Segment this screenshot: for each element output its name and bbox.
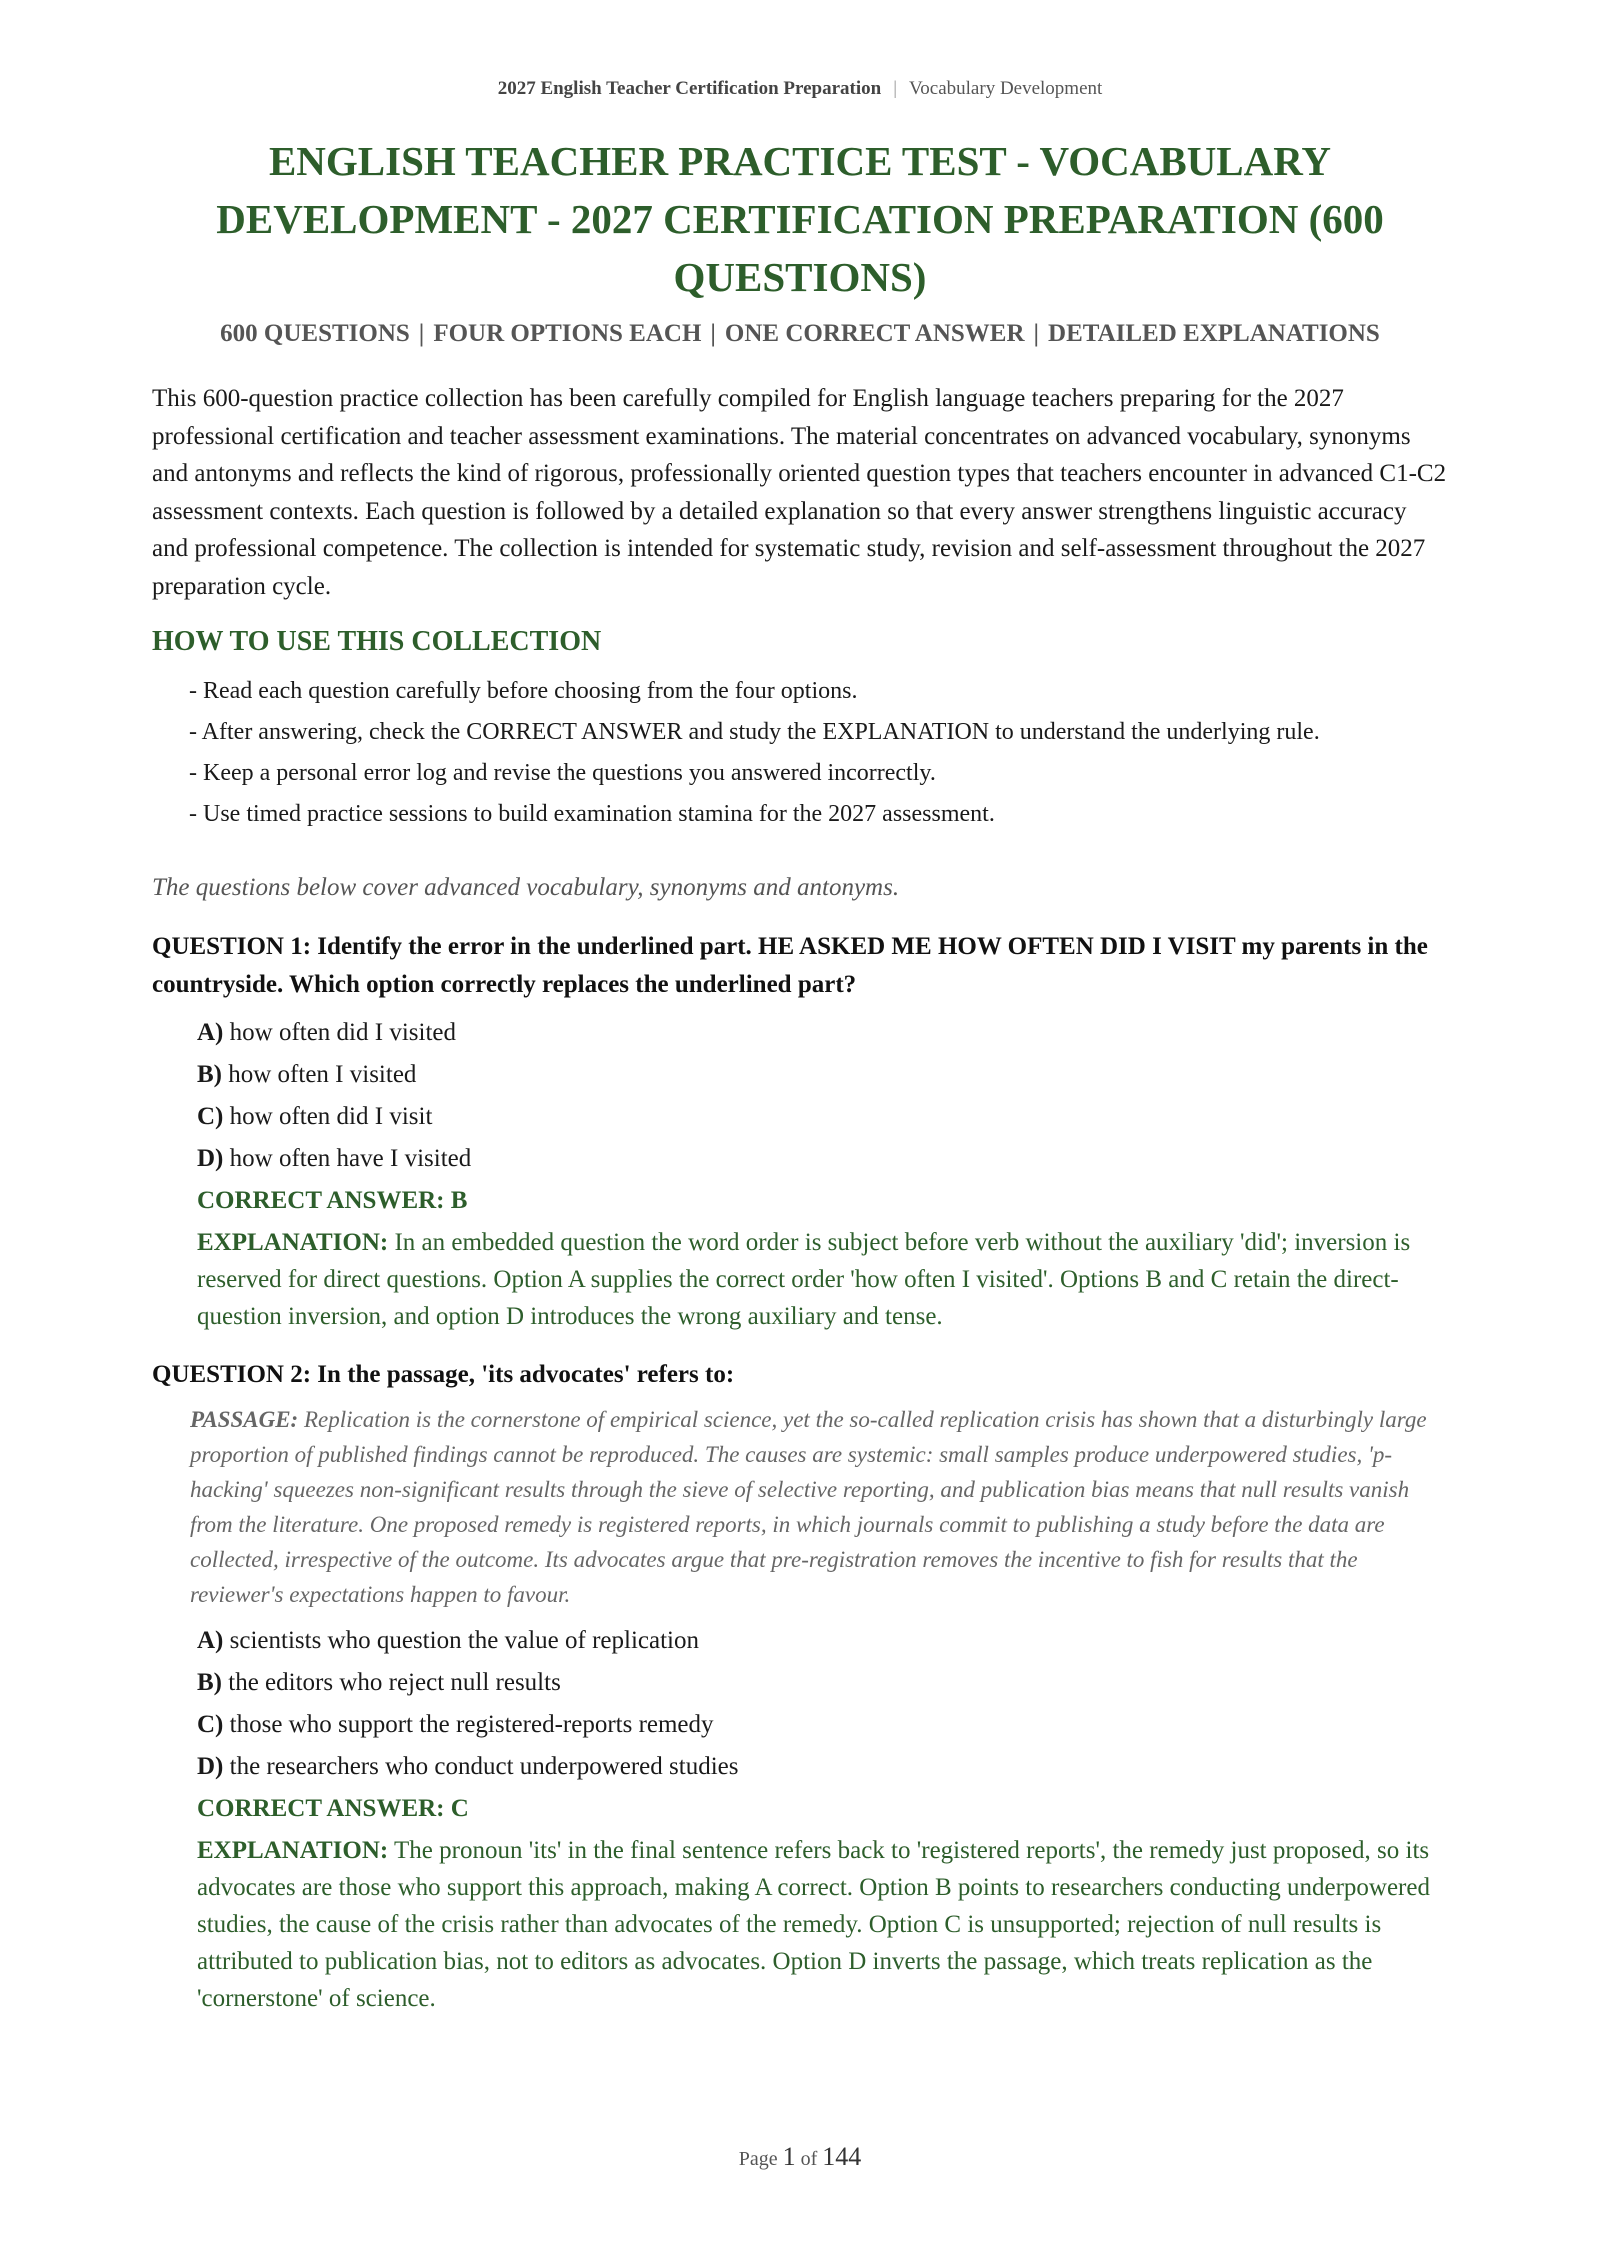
subtitle-item: DETAILED EXPLANATIONS — [1048, 320, 1380, 347]
option-text: how often have I visited — [229, 1145, 472, 1172]
correct-answer: CORRECT ANSWER: C — [197, 1795, 469, 1822]
subtitle-separator: | — [418, 320, 425, 347]
howto-item: - Use timed practice sessions to build examination stamina for the 2027 assessment. — [189, 801, 995, 827]
option-text: the editors who reject null results — [228, 1669, 561, 1696]
explanation-text: The pronoun 'its' in the final sentence refers back to 'registered reports', the remedy just proposed, so its advocates are those who support this approach, making A correct. Option B points to researchers conducting underpowered studies, the cause of the crisis rather than advocates of the remedy. Option C is unsupported; rejection of null results is attributed to publication bias, not to editors as advocates. Option D inverts the passage, which treats replication as the 'cornerstone' of science. — [197, 1837, 1430, 2012]
question-2 — [152, 1356, 1448, 2017]
option-letter: C) — [197, 1711, 224, 1738]
option-text: how often did I visit — [229, 1103, 433, 1130]
subtitle-item: ONE CORRECT ANSWER — [724, 320, 1025, 347]
explanation — [197, 1832, 1448, 2017]
running-header — [0, 78, 1600, 100]
explanation-label: EXPLANATION: — [197, 1837, 389, 1864]
howto-item: - Read each question carefully before choosing from the four options. — [189, 678, 858, 704]
option-letter: C) — [197, 1103, 224, 1130]
subtitle-separator: | — [1033, 320, 1040, 347]
option-letter: A) — [197, 1627, 224, 1654]
answer-options — [197, 1012, 1448, 1180]
coverage-note: The questions below cover advanced vocabulary, synonyms and antonyms. — [152, 874, 900, 901]
option-text: those who support the registered-reports remedy — [229, 1711, 714, 1738]
option-letter: B) — [197, 1669, 222, 1696]
explanation — [197, 1224, 1448, 1335]
howto-heading: HOW TO USE THIS COLLECTION — [152, 626, 602, 657]
passage-text: Replication is the cornerstone of empirical science, yet the so-called replication crisis has shown that a disturbingly large proportion of published findings cannot be reproduced. The causes are systemic: small samples produce underpowered studies, 'p-hacking' squeezes non-significant results through the sieve of selective reporting, and publication bias means that null results vanish from the literature. One proposed remedy is registered reports, in which journals commit to publishing a study before the data are collected, irrespective of the outcome. Its advocates argue that pre-registration removes the incentive to fish for results that the reviewer's expectations happen to favour. — [190, 1407, 1427, 1607]
current-page: 1 — [782, 2142, 796, 2171]
option-letter: D) — [197, 1753, 224, 1780]
subtitle-item: 600 QUESTIONS — [220, 320, 410, 347]
reading-passage — [190, 1402, 1448, 1612]
explanation-label: EXPLANATION: — [197, 1229, 389, 1256]
of-word: of — [800, 2148, 818, 2170]
option-a[interactable] — [197, 1620, 1448, 1662]
question-text: QUESTION 2: In the passage, 'its advocates' refers to: — [152, 1361, 735, 1388]
question-1 — [152, 928, 1448, 1335]
option-text: the researchers who conduct underpowered studies — [229, 1753, 739, 1780]
header-right-text: Vocabulary Development — [909, 78, 1103, 99]
option-c[interactable] — [197, 1096, 1448, 1138]
question-text: QUESTION 1: Identify the error in the underlined part. HE ASKED ME HOW OFTEN DID I VISIT my parents in the countryside. Which option correctly replaces the underlined part? — [152, 933, 1428, 998]
passage-label: PASSAGE: — [190, 1407, 299, 1432]
option-text: how often I visited — [228, 1061, 417, 1088]
intro-paragraph: This 600-question practice collection has been carefully compiled for English language teachers preparing for the 2027 professional certification and teacher assessment examinations. The material concentrates on advanced vocabulary, synonyms and antonyms and reflects the kind of rigorous, professionally oriented question types that teachers encounter in advanced C1-C2 assessment contexts. Each question is followed by a detailed explanation so that every answer strengthens linguistic accuracy and professional competence. The collection is intended for systematic study, revision and self-assessment throughout the 2027 preparation cycle. — [152, 385, 1447, 600]
subtitle-bar — [100, 320, 1500, 348]
page-number — [0, 2142, 1600, 2172]
howto-list — [189, 674, 1429, 838]
page-word: Page — [738, 2148, 778, 2170]
howto-item: - Keep a personal error log and revise the questions you answered incorrectly. — [189, 760, 936, 786]
option-letter: A) — [197, 1019, 224, 1046]
option-text: scientists who question the value of replication — [229, 1627, 699, 1654]
option-text: how often did I visited — [229, 1019, 456, 1046]
header-separator: | — [893, 78, 898, 99]
option-c[interactable] — [197, 1704, 1448, 1746]
subtitle-item: FOUR OPTIONS EACH — [433, 320, 702, 347]
answer-options — [197, 1620, 1448, 1788]
header-left-text: 2027 English Teacher Certification Preparation — [497, 78, 882, 99]
option-letter: D) — [197, 1145, 224, 1172]
explanation-text: In an embedded question the word order is subject before verb without the auxiliary 'did'; inversion is reserved for direct questions. Option A supplies the correct order 'how often I visited'. Options B and C retain the direct-question inversion, and option D introduces the wrong auxiliary and tense. — [197, 1229, 1411, 1330]
howto-item: - After answering, check the CORRECT ANSWER and study the EXPLANATION to understand the underlying rule. — [189, 719, 1320, 745]
option-d[interactable] — [197, 1746, 1448, 1788]
subtitle-separator: | — [710, 320, 716, 347]
option-b[interactable] — [197, 1054, 1448, 1096]
total-pages: 144 — [822, 2142, 862, 2171]
correct-answer: CORRECT ANSWER: B — [197, 1187, 468, 1214]
option-a[interactable] — [197, 1012, 1448, 1054]
option-letter: B) — [197, 1061, 222, 1088]
option-b[interactable] — [197, 1662, 1448, 1704]
page-title: ENGLISH TEACHER PRACTICE TEST - VOCABULARY DEVELOPMENT - 2027 CERTIFICATION PREPARATION (600 QUESTIONS) — [216, 138, 1384, 300]
option-d[interactable] — [197, 1138, 1448, 1180]
